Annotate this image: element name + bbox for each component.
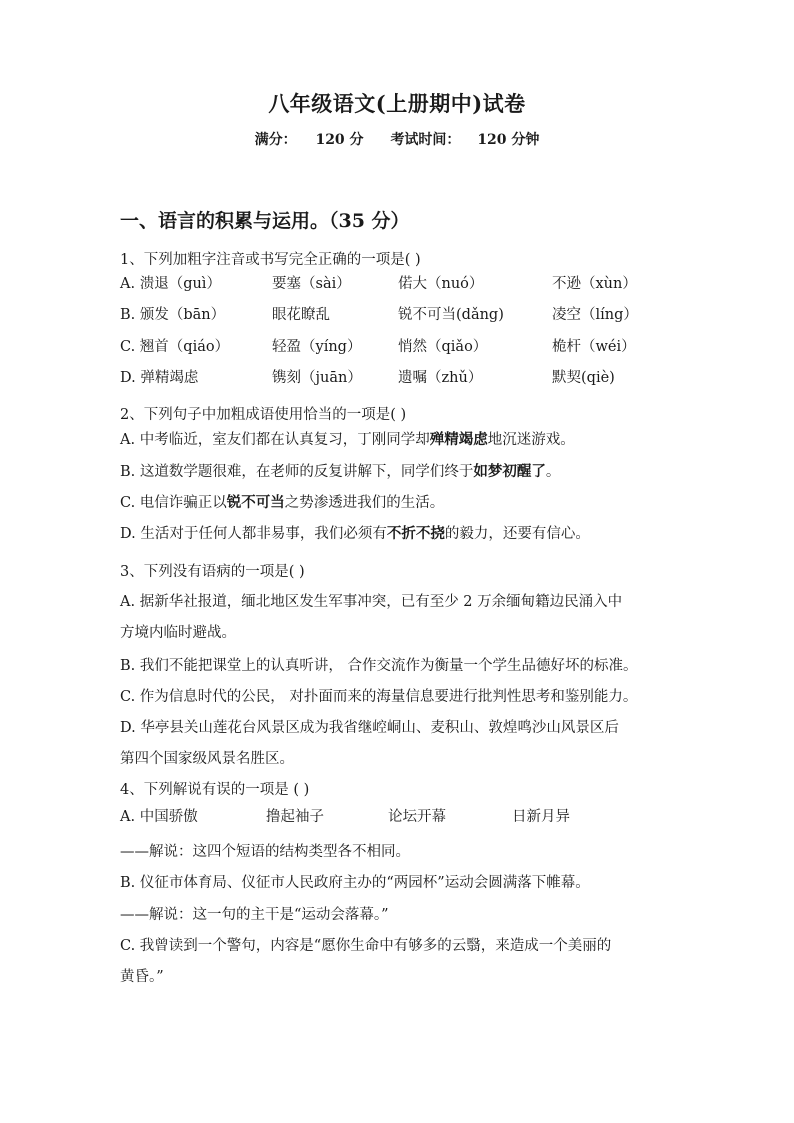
q1-option: 凌空（líng） [552,307,638,323]
q3-option-a: A. 据新华社报道，缅北地区发生军事冲突，已有至少 2 万余缅甸籍边民涌入中 [120,594,623,610]
q4-option-a-explanation: ——解说：这四个短语的结构类型各不相同。 [120,844,410,860]
section-heading: 一、语言的积累与运用。（35 分） [120,210,410,232]
q4-option-b: B. 仪征市体育局、仪征市人民政府主办的“两园杯”运动会圆满落下帷幕。 [120,875,590,891]
q1-option: 默契(qiè) [552,370,615,386]
q4-option-b-explanation: ——解说：这一句的主干是“运动会落幕。” [120,907,389,923]
q2-option-a [120,430,680,450]
q1-option: 镌刻（juān） [272,370,362,386]
q2-a-text: A. 中考临近，室友们都在认真复习，丁刚同学却 [120,432,430,448]
q4-option-a [120,807,680,827]
q1-option: 轻盈（yíng） [272,339,362,355]
q3-option-c: C. 作为信息时代的公民， 对扑面而来的海量信息要进行批判性思考和鉴别能力。 [120,689,638,705]
time-value: 120 分钟 [477,132,540,148]
time-label: 考试时间： [390,132,461,148]
q2-stem: 2、下列句子中加粗成语使用恰当的一项是( ) [120,407,407,423]
q4-phrase: 论坛开幕 [388,809,446,825]
q4-phrase: 撸起袖子 [266,809,324,825]
q3-option-d: D. 华亭县关山莲花台风景区成为我省继崆峒山、麦积山、敦煌鸣沙山风景区后 [120,720,619,736]
q2-d-text-end: 的毅力，还要有信心。 [444,526,590,542]
q2-b-text-end: 。 [545,464,561,480]
q2-a-text-end: 地沉迷游戏。 [487,432,575,448]
q2-a-idiom: 殚精竭虑 [429,431,488,448]
q1-row-d [120,368,680,388]
q2-option-d [120,524,680,544]
exam-info [0,129,794,149]
q4-phrase: 日新月异 [512,809,570,825]
q4-stem: 4、下列解说有误的一项是 ( ) [120,782,310,798]
q2-c-text-end: 之势渗透进我们的生活。 [284,495,445,511]
q2-c-text: C. 电信诈骗正以 [120,495,227,511]
q1-option: 偌大（nuó） [398,276,484,292]
q2-b-idiom: 如梦初醒了 [473,463,546,480]
exam-title: 八年级语文(上册期中)试卷 [268,91,526,116]
q1-option: 锐不可当(dǎng) [398,307,504,323]
q1-row-b [120,305,680,325]
q2-c-idiom: 锐不可当 [226,494,285,511]
q2-option-b [120,462,680,482]
q1-stem: 1、下列加粗字注音或书写完全正确的一项是( ) [120,252,421,268]
q4-phrase: A. 中国骄傲 [120,809,198,825]
q1-option: D. 弹精竭虑 [120,370,199,386]
q1-option: 桅杆（wéi） [552,339,636,355]
score-value: 120 分 [315,132,364,148]
q2-d-idiom: 不折不挠 [386,525,445,542]
q1-option: B. 颁发（bān） [120,307,226,323]
q1-option: 眼花瞭乱 [272,307,330,323]
q2-b-text: B. 这道数学题很难，在老师的反复讲解下，同学们终于 [120,464,474,480]
q2-option-c [120,493,680,513]
q3-option-b: B. 我们不能把课堂上的认真听讲， 合作交流作为衡量一个学生品德好坏的标准。 [120,658,638,674]
q1-option: 要塞（sài） [272,276,351,292]
q4-option-c-cont: 黄昏。” [120,969,164,985]
q1-option: 悄然（qiǎo） [398,339,488,355]
q1-row-a [120,274,680,294]
q1-option: A. 溃退（guì） [120,276,221,292]
q4-option-c: C. 我曾读到一个警句，内容是“愿你生命中有够多的云翳，来造成一个美丽的 [120,938,612,954]
q1-option: C. 翘首（qiáo） [120,339,230,355]
q1-option: 遗嘱（zhǔ） [398,370,483,386]
q1-option: 不逊（xùn） [552,276,637,292]
q3-stem: 3、下列没有语病的一项是( ) [120,564,305,580]
q2-d-text: D. 生活对于任何人都非易事，我们必须有 [120,526,387,542]
q3-option-a-cont: 方境内临时避战。 [120,625,236,641]
q1-row-c [120,337,680,357]
score-label: 满分： [254,132,297,148]
q3-option-d-cont: 第四个国家级风景名胜区。 [120,751,294,767]
